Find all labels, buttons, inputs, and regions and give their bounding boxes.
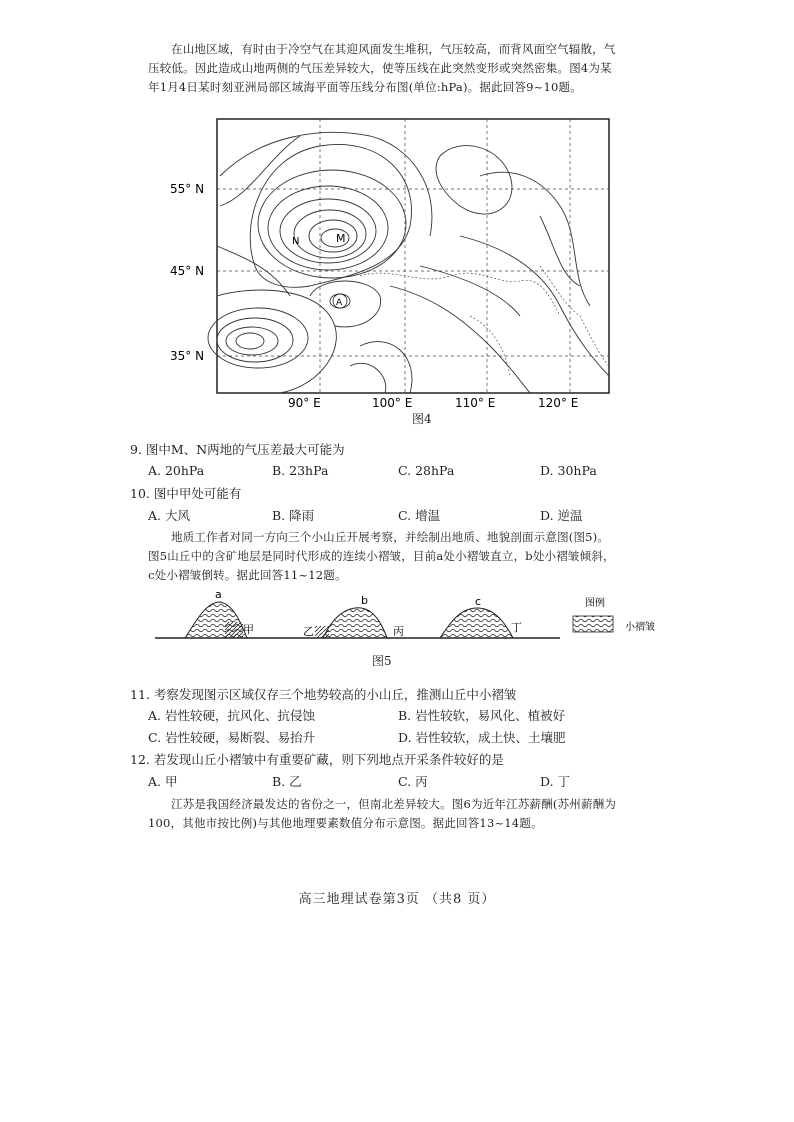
lon-label-110: 110° E (455, 396, 496, 410)
hill-label-a: a (215, 588, 222, 601)
q11-option-b: B. 岩性较软，易风化、植被好 (398, 708, 566, 723)
q12-option-b: B. 乙 (272, 774, 302, 789)
cross-section-figure (155, 588, 655, 648)
lat-label-45: 45° N (170, 264, 205, 278)
isobar-map (160, 116, 620, 416)
q10-option-b: B. 降雨 (272, 508, 315, 523)
q10-option-d: D. 逆温 (540, 508, 583, 523)
q11-option-d: D. 岩性较软，成土快、土壤肥 (398, 730, 566, 745)
intro-paragraph-2: 地质工作者对同一方向三个小山丘开展考察，并绘制出地质、地貌剖面示意图(图5)。图5山丘中的含矿地层是同时代形成的连续小褶皱，目前a处小褶皱直立，b处小褶皱倾斜，c处小褶皱倒转。据此回答11~12题。 (148, 530, 615, 582)
lon-label-120: 120° E (538, 396, 579, 410)
q11-option-c: C. 岩性较硬，易断裂、易抬升 (148, 730, 316, 745)
figure-5-caption: 图5 (372, 654, 392, 668)
q12-option-c: C. 丙 (398, 774, 428, 789)
q9-option-d: D. 30hPa (540, 463, 597, 478)
q11-option-a: A. 岩性较硬，抗风化、抗侵蚀 (148, 708, 315, 723)
point-m: M (336, 232, 346, 245)
point-n: N (292, 236, 300, 247)
intro-paragraph-3: 江苏是我国经济最发达的省份之一，但南北差异较大。图6为近年江苏薪酬(苏州薪酬为100，其他市按比例)与其他地理要素数值分布示意图。据此回答13~14题。 (148, 797, 617, 830)
q12-option-a: A. 甲 (148, 774, 178, 789)
q9-option-c: C. 28hPa (398, 463, 455, 478)
point-ding: 丁 (511, 621, 522, 634)
legend-item: 小褶皱 (625, 622, 655, 633)
legend-title: 图例 (585, 598, 605, 609)
hill-label-b: b (361, 594, 368, 607)
q10-option-c: C. 增温 (398, 508, 441, 523)
lon-label-100: 100° E (372, 396, 413, 410)
q9-option-a: A. 20hPa (148, 463, 205, 478)
point-yi: 乙 (303, 625, 314, 638)
question-12-stem: 12. 若发现山丘小褶皱中有重要矿藏，则下列地点开采条件较好的是 (130, 752, 504, 767)
lon-label-90: 90° E (288, 396, 321, 410)
lat-label-55: 55° N (170, 182, 205, 196)
question-9-stem: 9. 图中M、N两地的气压差最大可能为 (130, 442, 345, 457)
page-footer: 高三地理试卷第3页 （共8 页） (298, 892, 496, 907)
q10-option-a: A. 大风 (148, 508, 190, 523)
hill-label-c: c (475, 595, 482, 608)
lat-label-35: 35° N (170, 349, 205, 363)
q12-option-d: D. 丁 (540, 774, 571, 789)
point-a: A (336, 298, 343, 308)
legend-swatch (573, 616, 613, 632)
point-bing: 丙 (393, 625, 404, 638)
question-11-stem: 11. 考察发现图示区域仅存三个地势较高的小山丘，推测山丘中小褶皱 (130, 687, 517, 702)
point-jia: 甲 (243, 623, 254, 636)
figure-4-caption: 图4 (412, 412, 432, 426)
q9-option-b: B. 23hPa (272, 463, 329, 478)
question-10-stem: 10. 图中甲处可能有 (130, 486, 242, 501)
intro-paragraph-1: 在山地区域，有时由于冷空气在其迎风面发生堆积，气压较高，而背风面空气辐散，气压较低。因此造成山地两侧的气压差异较大，使等压线在此突然变形或突然密集。图4为某年1月4日某时刻亚洲局部区域海平面等压线分布图(单位:hPa)。据此回答9~10题。 (148, 42, 616, 94)
